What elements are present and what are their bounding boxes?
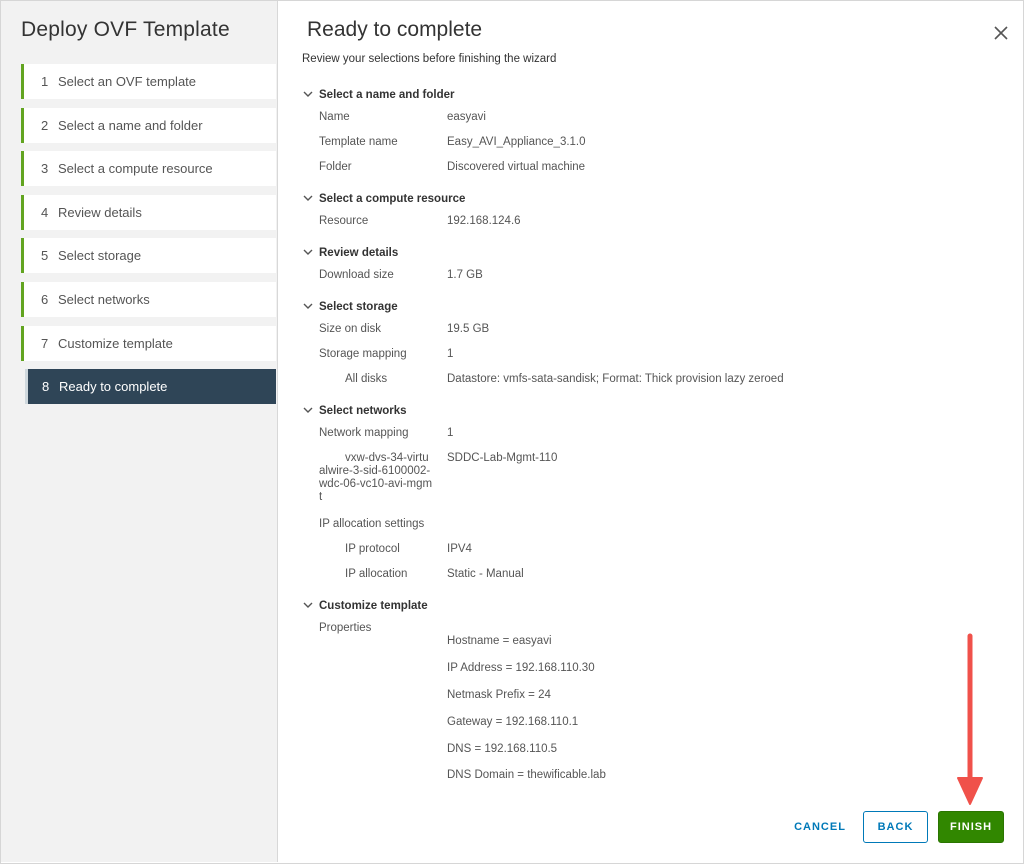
section-heading: Review details	[319, 247, 399, 259]
step-number: 1	[41, 74, 49, 89]
network-source-label	[302, 452, 447, 504]
step-label: Select a name and folder	[58, 117, 203, 133]
page-title: Ready to complete	[307, 18, 483, 41]
section-review[interactable]	[302, 244, 1002, 262]
row-label: Network mapping	[319, 427, 409, 439]
property-line: DNS = 192.168.110.5	[447, 742, 558, 755]
row-value: 19.5 GB	[447, 323, 490, 335]
section-heading: Select a name and folder	[319, 89, 455, 101]
property-line: IP Address = 192.168.110.30	[447, 662, 595, 675]
section-customize[interactable]	[302, 597, 1002, 615]
summary-row	[302, 321, 1002, 346]
wizard-steps	[21, 64, 276, 413]
chevron-down-icon	[302, 600, 319, 612]
step-8-active[interactable]	[25, 369, 276, 404]
section-compute[interactable]	[302, 190, 1002, 208]
back-button[interactable]: BACK	[863, 811, 928, 843]
property-line: DNS Domain = thewificable.lab	[447, 769, 606, 782]
row-value: SDDC-Lab-Mgmt-110	[447, 452, 558, 464]
step-label: Select a compute resource	[58, 161, 213, 177]
row-label: All disks	[345, 373, 388, 385]
property-line: Hostname = easyavi	[447, 635, 552, 648]
summary-row	[302, 620, 1002, 796]
close-icon[interactable]	[992, 24, 1010, 42]
summary-row	[302, 371, 1002, 396]
property-line: Netmask Prefix = 24	[447, 689, 551, 702]
row-value: 192.168.124.6	[447, 215, 521, 227]
summary-row	[302, 346, 1002, 371]
step-3[interactable]	[21, 151, 276, 186]
step-number: 5	[41, 248, 49, 264]
row-label: Storage mapping	[319, 348, 407, 360]
step-number: 2	[41, 117, 49, 133]
section-name-folder[interactable]	[302, 86, 1002, 104]
properties-list	[447, 622, 606, 796]
arrow-down-icon	[955, 632, 985, 808]
section-networks[interactable]	[302, 402, 1002, 420]
summary-row	[302, 425, 1002, 450]
step-label: Customize template	[58, 335, 173, 351]
property-line: Gateway = 192.168.110.1	[447, 715, 579, 728]
row-label: IP allocation settings	[319, 518, 425, 530]
section-heading: Select networks	[319, 405, 407, 417]
row-label: Properties	[319, 622, 372, 634]
row-label: IP protocol	[345, 543, 400, 555]
step-number: 4	[41, 204, 49, 220]
section-heading: Customize template	[319, 600, 428, 612]
step-label: Select an OVF template	[58, 74, 197, 89]
row-label: Size on disk	[319, 323, 382, 335]
step-number: 7	[41, 335, 49, 351]
row-value: 1.7 GB	[447, 269, 483, 281]
row-value: 1	[447, 427, 454, 439]
row-label: Name	[319, 111, 350, 123]
row-value: Discovered virtual machine	[447, 161, 586, 173]
section-storage[interactable]	[302, 298, 1002, 316]
chevron-down-icon	[302, 405, 319, 417]
step-number: 6	[41, 291, 49, 307]
step-number: 3	[41, 161, 49, 177]
row-value: easyavi	[447, 111, 486, 123]
step-6[interactable]	[21, 282, 276, 317]
row-value: IPV4	[447, 543, 472, 555]
chevron-down-icon	[302, 247, 319, 259]
row-value: Datastore: vmfs-sata-sandisk; Format: Thick provision lazy zeroed	[447, 373, 784, 385]
summary-row	[302, 450, 1002, 516]
row-label: Folder	[319, 161, 352, 173]
row-label: Download size	[319, 269, 394, 281]
row-label: Resource	[319, 215, 369, 227]
row-value: Static - Manual	[447, 568, 524, 580]
page-subtitle: Review your selections before finishing the wizard	[302, 53, 557, 65]
summary-row	[302, 267, 1002, 292]
step-number: 8	[42, 379, 50, 395]
chevron-down-icon	[302, 301, 319, 313]
cancel-button[interactable]: CANCEL	[794, 821, 846, 833]
row-value: 1	[447, 348, 454, 360]
chevron-down-icon	[302, 193, 319, 205]
review-summary	[302, 86, 1002, 796]
summary-row	[302, 134, 1002, 159]
step-label: Select storage	[58, 248, 142, 264]
row-label: IP allocation	[345, 568, 408, 580]
step-label: Ready to complete	[59, 379, 168, 395]
row-label: vxw-dvs-34-virtualwire-3-sid-6100002-wdc-06-vc10-avi-mgmt	[319, 452, 433, 503]
summary-row	[302, 159, 1002, 184]
chevron-down-icon	[302, 89, 319, 101]
step-2[interactable]	[21, 108, 276, 143]
row-label: Template name	[319, 136, 398, 148]
summary-row	[302, 213, 1002, 238]
summary-row	[302, 516, 1002, 541]
step-label: Review details	[58, 204, 142, 220]
step-7[interactable]	[21, 326, 276, 361]
summary-row	[302, 109, 1002, 134]
step-4[interactable]	[21, 195, 276, 230]
section-heading: Select a compute resource	[319, 193, 466, 205]
summary-row	[302, 566, 1002, 591]
step-5[interactable]	[21, 238, 276, 273]
section-heading: Select storage	[319, 301, 398, 313]
row-value: Easy_AVI_Appliance_3.1.0	[447, 136, 586, 148]
finish-button[interactable]: FINISH	[938, 811, 1004, 843]
step-label: Select networks	[58, 291, 150, 307]
wizard-title: Deploy OVF Template	[21, 18, 230, 41]
summary-row	[302, 541, 1002, 566]
step-1[interactable]	[21, 64, 276, 99]
